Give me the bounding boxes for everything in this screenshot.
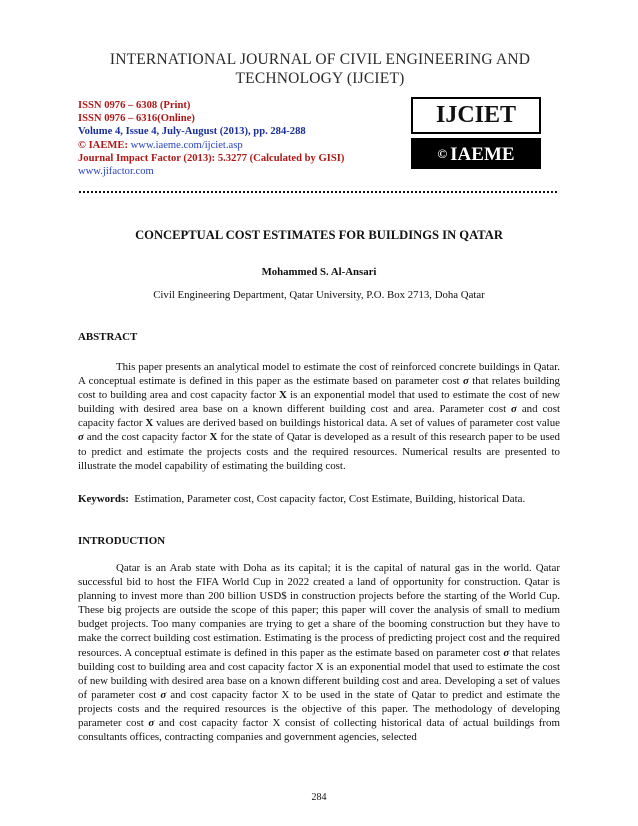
- introduction-heading: INTRODUCTION: [78, 535, 166, 547]
- journal-info: [78, 99, 344, 178]
- dotted-divider: [78, 190, 558, 194]
- journal-title: [60, 50, 580, 88]
- abstract-heading: ABSTRACT: [78, 331, 138, 343]
- iaeme-line: [78, 139, 344, 152]
- logo-iaeme-text: IAEME: [450, 144, 515, 165]
- logo-ijciet: IJCIET: [411, 97, 541, 134]
- author-affiliation: Civil Engineering Department, Qatar University, P.O. Box 2713, Doha Qatar: [153, 289, 485, 301]
- page-number: 284: [311, 792, 327, 803]
- journal-title-line1: INTERNATIONAL JOURNAL OF CIVIL ENGINEERING AND: [109, 51, 531, 68]
- author-name: Mohammed S. Al-Ansari: [261, 266, 377, 278]
- keywords-text: Estimation, Parameter cost, Cost capacity factor, Cost Estimate, Building, historical Data.: [134, 493, 526, 505]
- iaeme-url-link[interactable]: www.iaeme.com/ijciet.asp: [130, 139, 243, 151]
- issn-online: ISSN 0976 – 6316(Online): [78, 113, 195, 125]
- volume-info: Volume 4, Issue 4, July-August (2013), pp. 284-288: [78, 126, 306, 138]
- journal-title-line2: TECHNOLOGY (IJCIET): [235, 70, 405, 87]
- jifactor-link[interactable]: www.jifactor.com: [78, 166, 154, 178]
- paper-title: CONCEPTUAL COST ESTIMATES FOR BUILDINGS IN QATAR: [135, 228, 503, 242]
- issn-print: ISSN 0976 – 6308 (Print): [78, 100, 191, 111]
- iaeme-label: © IAEME:: [78, 139, 128, 151]
- sigma-symbol: σ: [462, 375, 469, 388]
- impact-factor: Journal Impact Factor (2013): 5.3277 (Calculated by GISI): [78, 152, 345, 164]
- keywords-label: Keywords:: [78, 493, 129, 505]
- logo-iaeme: [411, 138, 541, 169]
- keywords: [78, 492, 560, 506]
- copyright-icon: ©: [437, 146, 448, 161]
- journal-logo: [411, 97, 541, 171]
- introduction-paragraph: Qatar is an Arab state with Doha as its capital; it is the capital of natural gas in the world. Qatar successful bid to host the FIFA World Cup in 2022 created a land of opportunity for construction. Qatar is planning to invest more than 200 billion USD$ in construction projects before the starting of the World Cup. These big projects are outside the scope of this paper; this paper will cover the analysis of small to medium budget projects. Too many companies are trying to get a share of the booming construction but they have to make the correct building cost estimation. Estimating is the process of predicting project cost and the required resources. A conceptual estimate is defined in this paper as the estimate based on parameter cost σ that relates building cost to building area and cost capacity factor X is an exponential model that used to estimate the cost of new building with desired area base on a known different building cost and area. Developing a set of values of parameter cost σ and cost capacity factor X to be used in the state of Qatar to predict and estimate the projects costs and the required resources is the objective of this paper. The methodology of developing parameter cost σ and cost capacity factor X consist of collecting historical data of actual buildings from consultants offices, contracting companies and government agencies, selected: [78, 562, 560, 744]
- abstract-paragraph: This paper presents an analytical model to estimate the cost of reinforced concrete buildings in Qatar. A conceptual estimate is defined in this paper as the estimate based on parameter cost σ that relates building cost to building area and cost capacity factor X is an exponential model that used to estimate the cost of new building with desired area base on a known different building cost and area. Parameter cost σ and cost capacity factor X values are derived based on buildings historical data. A set of values of parameter cost value σ and the cost capacity factor X for the state of Qatar is developed as a result of this research paper to be used to predict and estimate the projects costs and the required resources. Numerical results are presented to illustrate the model capability of estimating the building cost.: [78, 361, 560, 472]
